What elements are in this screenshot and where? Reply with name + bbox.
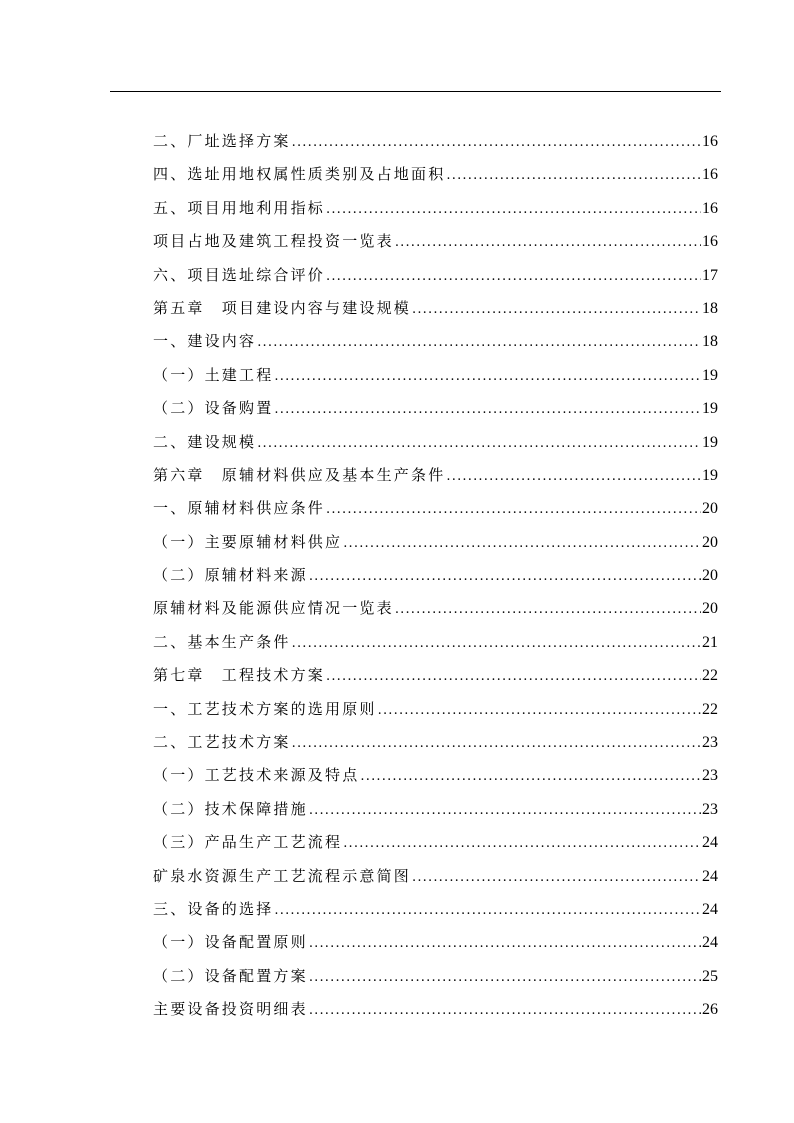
toc-entry-title: 项目占地及建筑工程投资一览表 [153,232,394,251]
toc-entry-page: 26 [702,1001,718,1019]
toc-entry[interactable] [153,826,718,859]
toc-dot-leader [412,861,701,894]
toc-entry-page: 23 [702,800,718,818]
toc-entry-title: （二）原辅材料来源 [153,566,308,585]
toc-entry-page: 16 [702,199,718,217]
toc-entry-page: 23 [702,767,718,785]
toc-dot-leader [309,560,701,593]
toc-entry-page: 20 [702,533,718,551]
header-rule [110,91,721,92]
toc-entry-page: 16 [702,233,718,251]
toc-dot-leader [326,260,701,293]
toc-entry[interactable] [153,926,718,959]
toc-entry[interactable] [153,492,718,525]
toc-dot-leader [343,527,701,560]
toc-entry-title: 一、建设内容 [153,332,257,351]
toc-entry-title: （二）技术保障措施 [153,799,308,818]
toc-entry-page: 20 [702,600,718,618]
toc-entry-title: 三、设备的选择 [153,899,274,918]
toc-entry[interactable] [153,726,718,759]
toc-entry[interactable] [153,192,718,225]
toc-entry[interactable] [153,392,718,425]
toc-entry-title: 五、项目用地利用指标 [153,198,326,217]
toc-entry-page: 20 [702,567,718,585]
toc-entry-title: 二、厂址选择方案 [153,132,291,150]
toc-dot-leader [395,593,701,626]
toc-dot-leader [292,627,701,660]
toc-dot-leader [292,727,701,760]
toc-entry[interactable] [153,325,718,358]
toc-entry[interactable] [153,426,718,459]
toc-entry[interactable] [153,526,718,559]
toc-chapter-entry[interactable] [153,459,718,492]
toc-entry-page: 16 [702,166,718,184]
toc-entry-page: 20 [702,500,718,518]
toc-dot-leader [257,326,701,359]
toc-entry-title: （一）土建工程 [153,365,274,384]
toc-dot-leader [326,493,701,526]
toc-entry-title: 第五章 项目建设内容与建设规模 [153,298,412,317]
toc-dot-leader [274,393,701,426]
toc-chapter-entry[interactable] [153,292,718,325]
toc-entry[interactable] [153,793,718,826]
toc-entry-title: 主要设备投资明细表 [153,1000,308,1019]
toc-chapter-entry[interactable] [153,659,718,692]
toc-entry-title: （一）设备配置原则 [153,933,308,952]
toc-dot-leader [326,193,701,226]
toc-entry-page: 19 [702,466,718,484]
toc-entry[interactable] [153,759,718,792]
toc-entry[interactable] [153,125,718,158]
toc-entry-page: 24 [702,900,718,918]
toc-entry[interactable] [153,626,718,659]
toc-entry-page: 18 [702,299,718,317]
toc-entry-title: 第七章 工程技术方案 [153,666,326,685]
toc-entry-page: 21 [702,633,718,651]
toc-dot-leader [343,827,701,860]
toc-entry-title: （一）主要原辅材料供应 [153,532,343,551]
toc-dot-leader [292,126,701,159]
toc-dot-leader [395,226,701,259]
toc-entry-title: 一、原辅材料供应条件 [153,499,326,518]
toc-entry-page: 18 [702,333,718,351]
toc-entry-page: 24 [702,867,718,885]
toc-dot-leader [309,794,701,827]
toc-dot-leader [446,159,701,192]
toc-dot-leader [378,694,701,727]
toc-entry-title: 一、工艺技术方案的选用原则 [153,699,377,718]
toc-dot-leader [446,460,701,493]
toc-entry-title: 二、建设规模 [153,432,257,451]
toc-entry-page: 16 [702,133,718,150]
toc-entry-title: 原辅材料及能源供应情况一览表 [153,599,394,618]
toc-entry-page: 22 [702,700,718,718]
toc-dot-leader [412,293,701,326]
toc-entry[interactable] [153,592,718,625]
toc-dot-leader [309,961,701,994]
toc-entry-page: 24 [702,834,718,852]
toc-entry-page: 24 [702,934,718,952]
toc-entry[interactable] [153,158,718,191]
toc-entry-title: 二、基本生产条件 [153,632,291,651]
toc-entry[interactable] [153,359,718,392]
toc-dot-leader [360,760,701,793]
toc-entry-page: 22 [702,667,718,685]
toc-dot-leader [309,994,701,1027]
toc-entry-page: 19 [702,433,718,451]
toc-entry-title: （一）工艺技术来源及特点 [153,766,360,785]
toc-entry-title: 第六章 原辅材料供应及基本生产条件 [153,465,446,484]
toc-entry[interactable] [153,225,718,258]
table-of-contents [153,125,718,1027]
toc-entry-page: 25 [702,967,718,985]
toc-entry[interactable] [153,259,718,292]
toc-entry-page: 19 [702,400,718,418]
toc-entry-title: 六、项目选址综合评价 [153,265,326,284]
toc-entry[interactable] [153,693,718,726]
toc-entry[interactable] [153,893,718,926]
toc-entry[interactable] [153,993,718,1026]
toc-entry-title: 矿泉水资源生产工艺流程示意简图 [153,866,412,885]
toc-dot-leader [274,894,701,927]
toc-entry-page: 23 [702,734,718,752]
toc-entry[interactable] [153,960,718,993]
toc-entry-title: 四、选址用地权属性质类别及占地面积 [153,165,446,184]
toc-entry-title: 二、工艺技术方案 [153,733,291,752]
toc-entry-title: （三）产品生产工艺流程 [153,833,343,852]
toc-entry-page: 17 [702,266,718,284]
toc-entry-page: 19 [702,366,718,384]
toc-entry[interactable] [153,860,718,893]
toc-dot-leader [257,427,701,460]
toc-entry[interactable] [153,559,718,592]
toc-dot-leader [326,660,701,693]
toc-entry-title: （二）设备配置方案 [153,966,308,985]
toc-dot-leader [274,360,701,393]
toc-entry-title: （二）设备购置 [153,399,274,418]
toc-dot-leader [309,927,701,960]
